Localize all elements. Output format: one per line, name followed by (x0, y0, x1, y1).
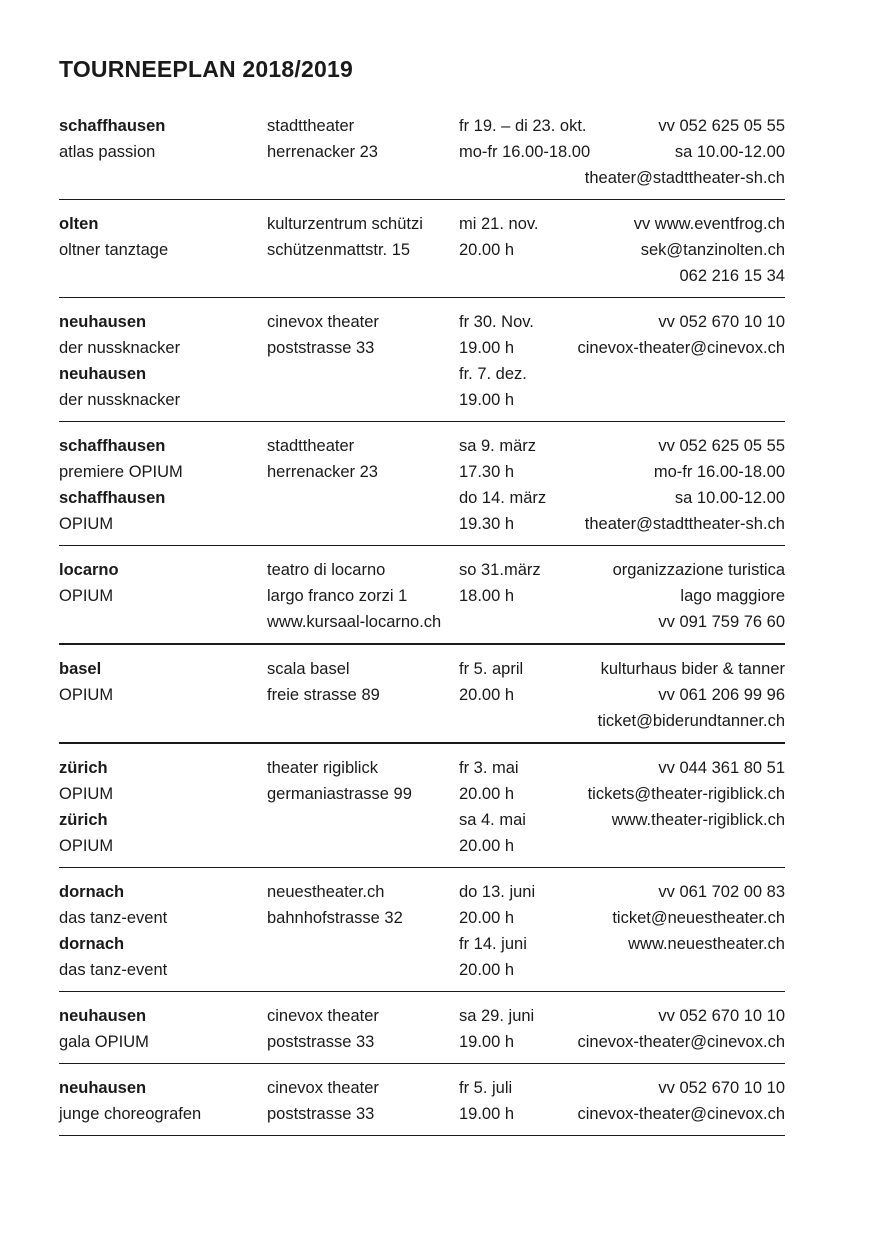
entry-line (59, 459, 785, 485)
booking-info: organizzazione turistica (612, 561, 785, 579)
entry-line (59, 781, 785, 807)
city-or-program: junge choreografen (59, 1105, 202, 1123)
venue-or-address: schützenmattstr. 15 (267, 241, 411, 259)
city-or-program: neuhausen (59, 1079, 147, 1097)
venue-or-address: stadttheater (267, 437, 355, 455)
city-or-program: schaffhausen (59, 117, 166, 135)
venue-or-address: poststrasse 33 (267, 339, 375, 357)
venue-or-address: herrenacker 23 (267, 143, 378, 161)
city-or-program: neuhausen (59, 1007, 147, 1025)
venue-website: www.kursaal-locarno.ch (267, 613, 442, 631)
entry-line (59, 807, 785, 833)
city-or-program: locarno (59, 561, 119, 579)
city-or-program: schaffhausen (59, 437, 166, 455)
page-title: TOURNEEPLAN 2018/2019 (59, 56, 353, 82)
entry-line (59, 433, 785, 459)
booking-info: vv 052 670 10 10 (658, 313, 785, 331)
entry-line (59, 557, 785, 583)
date-or-time: 19.00 h (459, 1105, 515, 1123)
entry-line (59, 879, 785, 905)
venue-or-address: poststrasse 33 (267, 1105, 375, 1123)
date-or-time: fr 5. juli (459, 1079, 513, 1097)
entry-line (59, 1029, 785, 1055)
tour-entry (59, 111, 785, 200)
city-or-program: das tanz-event (59, 961, 168, 979)
city-or-program: olten (59, 215, 99, 233)
venue-or-address: largo franco zorzi 1 (267, 587, 408, 605)
tour-entry (59, 753, 785, 868)
city-or-program: schaffhausen (59, 489, 166, 507)
tour-entry (59, 1001, 785, 1064)
city-or-program: premiere OPIUM (59, 463, 183, 481)
venue-or-address: scala basel (267, 660, 350, 678)
venue-or-address: cinevox theater (267, 1079, 379, 1097)
date-or-time: sa 9. märz (459, 437, 537, 455)
booking-info: 062 216 15 34 (679, 267, 785, 285)
booking-info: sa 10.00-12.00 (674, 489, 785, 507)
booking-info: vv 061 206 99 96 (658, 686, 785, 704)
venue-or-address: herrenacker 23 (267, 463, 378, 481)
city-or-program: OPIUM (59, 837, 114, 855)
city-or-program: dornach (59, 935, 125, 953)
venue-or-address: cinevox theater (267, 1007, 379, 1025)
date-or-time: 17.30 h (459, 463, 515, 481)
entry-line (59, 237, 785, 263)
venue-or-address: cinevox theater (267, 313, 379, 331)
entry-line (59, 485, 785, 511)
booking-info: vv 044 361 80 51 (658, 759, 785, 777)
city-or-program: basel (59, 660, 102, 678)
entry-line (59, 583, 785, 609)
city-or-program: der nussknacker (59, 339, 181, 357)
entry-line (59, 708, 785, 734)
booking-info: kulturhaus bider & tanner (600, 660, 785, 678)
booking-info: vv www.eventfrog.ch (633, 215, 785, 233)
venue-or-address: germaniastrasse 99 (267, 785, 412, 803)
booking-info: sek@tanzinolten.ch (640, 241, 785, 259)
date-or-time: do 14. märz (459, 489, 547, 507)
entry-line (59, 957, 785, 983)
booking-info: theater@stadttheater-sh.ch (584, 169, 785, 187)
booking-info: ticket@neuestheater.ch (612, 909, 785, 927)
entry-line (59, 1101, 785, 1127)
entry-line (59, 139, 785, 165)
date-or-time: 19.00 h (459, 391, 515, 409)
entry-line (59, 755, 785, 781)
entry-line (59, 931, 785, 957)
date-or-time: fr 19. – di 23. okt. (459, 117, 587, 135)
booking-info: cinevox-theater@cinevox.ch (577, 1105, 785, 1123)
date-or-time: 19.00 h (459, 339, 515, 357)
tour-entry (59, 555, 785, 645)
booking-info: vv 052 625 05 55 (658, 117, 785, 135)
date-or-time: 20.00 h (459, 909, 515, 927)
city-or-program: zürich (59, 759, 108, 777)
entry-line (59, 113, 785, 139)
city-or-program: neuhausen (59, 365, 147, 383)
booking-info: www.neuestheater.ch (628, 935, 785, 953)
city-or-program: dornach (59, 883, 125, 901)
city-or-program: atlas passion (59, 143, 156, 161)
date-or-time: 20.00 h (459, 686, 515, 704)
entry-line (59, 165, 785, 191)
city-or-program: gala OPIUM (59, 1033, 149, 1051)
booking-info: cinevox-theater@cinevox.ch (577, 1033, 785, 1051)
venue-or-address: bahnhofstrasse 32 (267, 909, 403, 927)
venue-or-address: stadttheater (267, 117, 355, 135)
date-or-time: 20.00 h (459, 241, 515, 259)
date-or-time: fr 30. Nov. (459, 313, 534, 331)
entry-line (59, 211, 785, 237)
entry-line (59, 1003, 785, 1029)
city-or-program: OPIUM (59, 515, 114, 533)
date-or-time: fr. 7. dez. (459, 365, 527, 383)
date-or-time: so 31.märz (459, 561, 541, 579)
entry-line (59, 387, 785, 413)
entry-line (59, 335, 785, 361)
city-or-program: OPIUM (59, 686, 114, 704)
city-or-program: das tanz-event (59, 909, 168, 927)
entry-line (59, 361, 785, 387)
city-or-program: neuhausen (59, 313, 147, 331)
entry-line (59, 905, 785, 931)
venue-or-address: kulturzentrum schützi (267, 215, 423, 233)
date-or-time: 19.30 h (459, 515, 515, 533)
tour-entry (59, 654, 785, 744)
booking-info: vv 052 670 10 10 (658, 1007, 785, 1025)
entry-line (59, 656, 785, 682)
date-or-time: fr 14. juni (459, 935, 527, 953)
booking-info: mo-fr 16.00-18.00 (653, 463, 785, 481)
venue-or-address: freie strasse 89 (267, 686, 380, 704)
entry-line (59, 833, 785, 859)
date-or-time: 18.00 h (459, 587, 515, 605)
entry-line (59, 609, 785, 635)
date-or-time: 20.00 h (459, 785, 515, 803)
booking-info: vv 052 625 05 55 (658, 437, 785, 455)
tour-schedule (59, 111, 785, 1145)
entry-line (59, 263, 785, 289)
booking-info: vv 091 759 76 60 (658, 613, 785, 631)
booking-info: ticket@biderundtanner.ch (597, 712, 785, 730)
booking-info: vv 052 670 10 10 (658, 1079, 785, 1097)
booking-info: vv 061 702 00 83 (658, 883, 785, 901)
date-or-time: 20.00 h (459, 961, 515, 979)
booking-info: tickets@theater-rigiblick.ch (587, 785, 785, 803)
venue-or-address: theater rigiblick (267, 759, 378, 777)
date-or-time: mo-fr 16.00-18.00 (459, 143, 591, 161)
date-or-time: sa 29. juni (459, 1007, 535, 1025)
tour-entry (59, 431, 785, 546)
date-or-time: sa 4. mai (459, 811, 526, 829)
date-or-time: fr 3. mai (459, 759, 519, 777)
tour-entry (59, 209, 785, 298)
date-or-time: mi 21. nov. (459, 215, 539, 233)
city-or-program: oltner tanztage (59, 241, 169, 259)
city-or-program: zürich (59, 811, 108, 829)
city-or-program: OPIUM (59, 587, 114, 605)
booking-info: www.theater-rigiblick.ch (611, 811, 785, 829)
date-or-time: 19.00 h (459, 1033, 515, 1051)
city-or-program: der nussknacker (59, 391, 181, 409)
date-or-time: do 13. juni (459, 883, 536, 901)
date-or-time: 20.00 h (459, 837, 515, 855)
venue-or-address: neuestheater.ch (267, 883, 385, 901)
date-or-time: fr 5. april (459, 660, 524, 678)
entry-line (59, 309, 785, 335)
booking-info: cinevox-theater@cinevox.ch (577, 339, 785, 357)
booking-info: sa 10.00-12.00 (674, 143, 785, 161)
tour-entry (59, 1073, 785, 1136)
entry-line (59, 1075, 785, 1101)
venue-or-address: teatro di locarno (267, 561, 386, 579)
entry-line (59, 511, 785, 537)
venue-or-address: poststrasse 33 (267, 1033, 375, 1051)
booking-info: lago maggiore (680, 587, 785, 605)
tour-entry (59, 307, 785, 422)
entry-line (59, 682, 785, 708)
tour-entry (59, 877, 785, 992)
city-or-program: OPIUM (59, 785, 114, 803)
booking-info: theater@stadttheater-sh.ch (584, 515, 785, 533)
